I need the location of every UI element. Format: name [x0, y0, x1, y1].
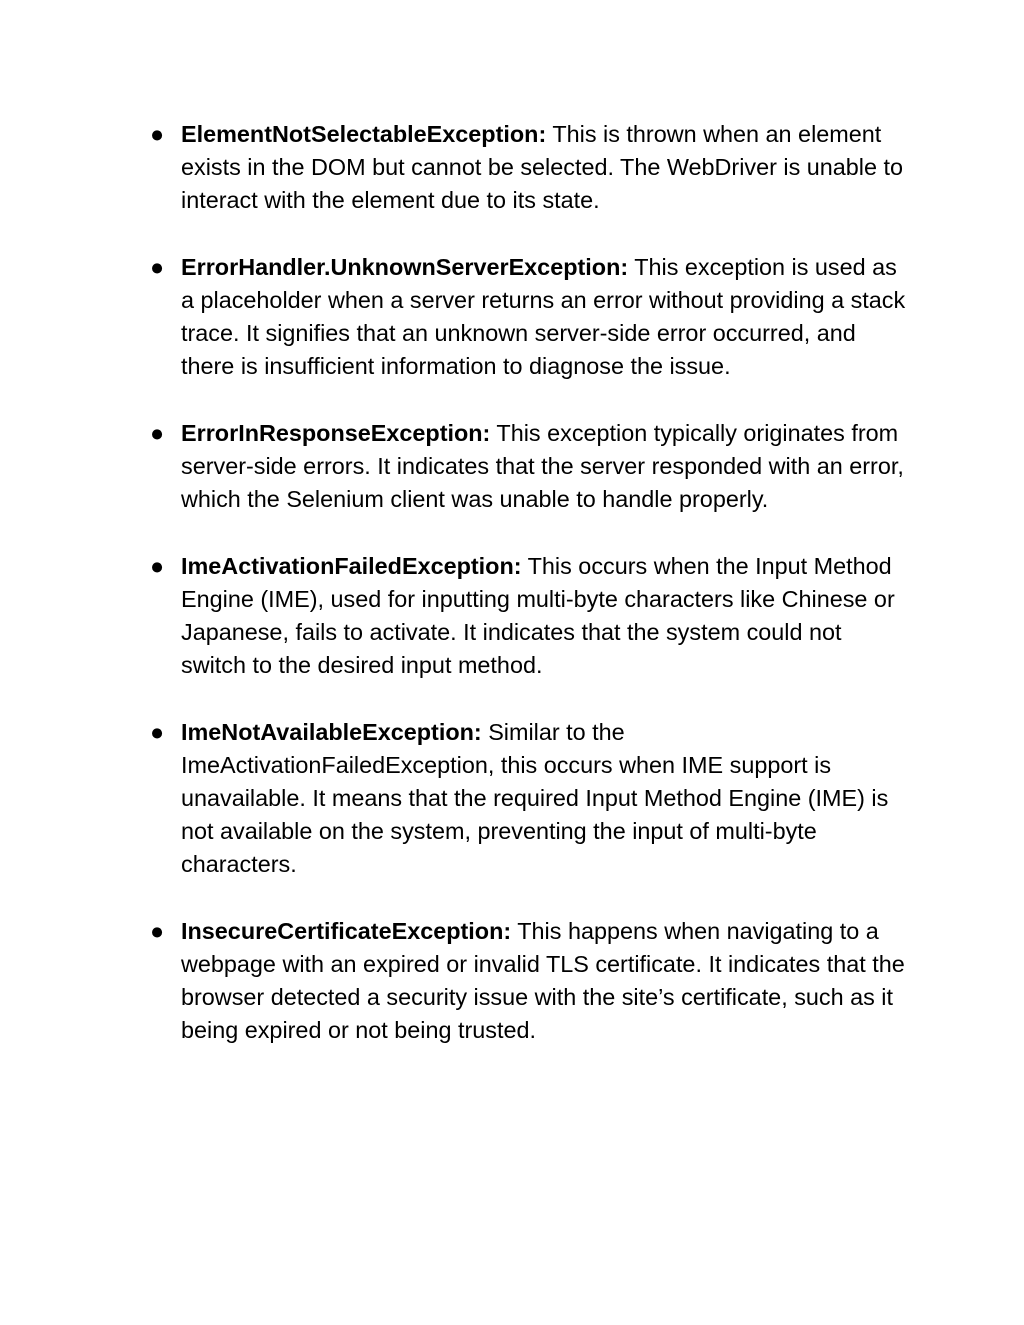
bullet-icon: ● — [150, 718, 165, 745]
exception-term: ElementNotSelectableException: — [181, 121, 547, 147]
exception-term: ImeActivationFailedException: — [181, 552, 522, 579]
exception-term: ErrorHandler.UnknownServerException: — [181, 253, 629, 280]
list-item-error-in-response — [150, 417, 910, 517]
list-item-unknown-server — [150, 251, 910, 384]
bullet-icon: ● — [150, 419, 165, 446]
exception-term: InsecureCertificateException: — [181, 917, 512, 944]
exception-description: This exception typically originates from server-side errors. It indicates that the server responded with an error, which the Selenium client was unable to handle properly. — [181, 419, 904, 513]
list-item-insecure-certificate — [150, 915, 910, 1048]
exception-description: This exception is used as a placeholder when a server returns an error without providing a stack trace. It signifies that an unknown server-side error occurred, and there is insufficient information to diagnose the issue. — [181, 253, 906, 380]
bullet-icon: ● — [150, 917, 165, 944]
exception-description: Similar to the ImeActivationFailedException, this occurs when IME support is unavailable. It means that the required Input Method Engine (IME) is not available on the system, preventing the input of multi-byte characters. — [181, 718, 889, 878]
list-item-element-not-selectable — [150, 118, 910, 218]
bullet-icon: ● — [150, 253, 165, 280]
exception-description: This occurs when the Input Method Engine (IME), used for inputting multi-byte characters like Chinese or Japanese, fails to activate. It indicates that the system could not switch to the desired input method. — [181, 552, 895, 679]
list-item-ime-activation-failed — [150, 550, 910, 683]
exception-term: ErrorInResponseException: — [181, 419, 491, 446]
exception-list — [150, 118, 910, 1081]
list-item-ime-not-available — [150, 716, 910, 882]
exception-description: This happens when navigating to a webpage with an expired or invalid TLS certificate. It indicates that the browser detected a security issue with the site’s certificate, such as it being expired or not being trusted. — [181, 917, 905, 1044]
exception-description: This is thrown when an element exists in the DOM but cannot be selected. The WebDriver is unable to interact with the element due to its state. — [181, 121, 904, 214]
exception-term: ImeNotAvailableException: — [181, 718, 482, 745]
bullet-icon: ● — [150, 121, 165, 147]
bullet-icon: ● — [150, 552, 165, 579]
